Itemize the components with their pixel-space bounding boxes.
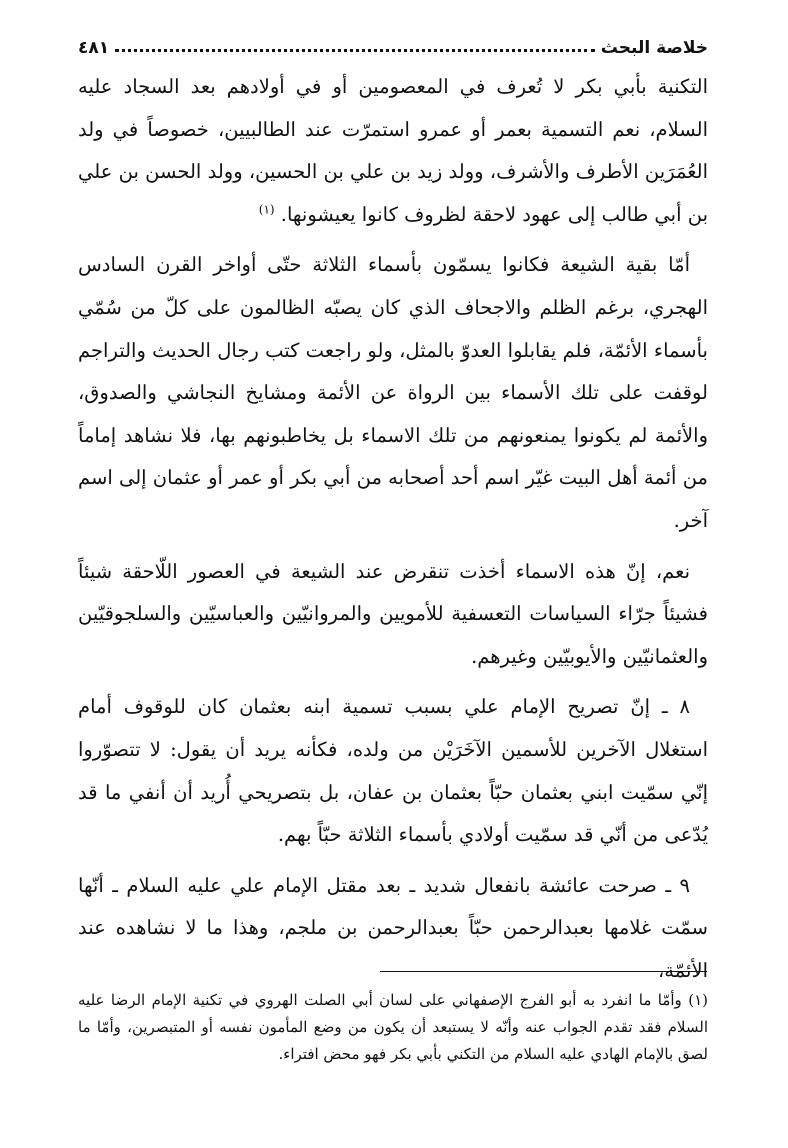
- running-header: [78, 24, 708, 58]
- dotted-leader: [115, 49, 595, 52]
- paragraph-1-text: التكنية بأبي بكر لا تُعرف في المعصومين أو في أولادهم بعد السجاد عليه السلام، نعم التسمية بعمر أو عمرو استمرّت عند الطالبيين، خصوصاً في ولد العُمَرَين الأطرف والأشرف، وولد زيد بن علي بن الحسين، وولد الحسن بن علي بن أبي طالب إلى عهود لاحقة لظروف كانوا يعيشونها.: [78, 75, 708, 226]
- paragraph-2: أمّا بقية الشيعة فكانوا يسمّون بأسماء الثلاثة حتّى أواخر القرن السادس الهجري، برغم الظلم والاجحاف الذي كان يصبّه الظالمون على كلّ من سُمّي بأسماء الأئمّة، فلم يقابلوا العدوّ بالمثل، ولو راجعت كتب رجال الحديث والتراجم لوقفت على تلك الأسماء بين الرواة عن الأئمة ومشايخ النجاشي والصدوق، والأئمة لم يكونوا يمنعونهم من تلك الاسماء بل يخاطبونهم بها، فلا نشاهد إماماً من أئمة أهل البيت غيّر اسم أحد أصحابه من أبي بكر أو عمر أو عثمان إلى اسم آخر.: [78, 253, 708, 532]
- footnote-separator: [380, 971, 707, 972]
- chapter-title: خلاصة البحث: [600, 38, 708, 58]
- paragraph-1: [78, 66, 708, 236]
- paragraph-3: نعم، إنّ هذه الاسماء أخذت تنقرض عند الشيعة في العصور اللّاحقة شيئاً فشيئاً جرّاء السياسات التعسفية للأمويين والمروانيّين والعباسيّين والسلجوقيّين والعثمانيّين والأيوبيّين وغيرهم.: [78, 559, 708, 668]
- page-number: ٤٨١: [78, 38, 110, 58]
- paragraph-4: ٨ ـ إنّ تصريح الإمام علي بسبب تسمية ابنه بعثمان كان للوقوف أمام استغلال الآخرين للأسمين الآخَرَيْن من ولده، فكأنه يريد أن يقول: لا تتصوّروا إنّي سمّيت ابني بعثمان حبّاً بعثمان بن عفان، بل بتصريحي أُريد أن أنفي ما قد يُدّعى من أنّي قد سمّيت أولادي بأسماء الثلاثة حبّاً بهم.: [78, 695, 708, 847]
- footnote-marker: (١): [258, 202, 275, 217]
- main-text: [78, 66, 708, 1000]
- footnote: (١) وأمّا ما انفرد به أبو الفرج الإصفهاني على لسان أبي الصلت الهروي في تكنية الإمام الرضا عليه السلام فقد تقدم الجواب عنه وأنّه لا يستبعد أن يكون من وضع المأمون نفسه أو المتبصرين، وأمّا ما لصق بالإمام الهادي عليه السلام من التكني بأبي بكر فهو محض افتراء.: [78, 991, 708, 1063]
- paragraph-5: ٩ ـ صرحت عائشة بانفعال شديد ـ بعد مقتل الإمام علي عليه السلام ـ أنّها سمّت غلامها بعبدالرحمن حبّاً بعبدالرحمن بن ملجم، وهذا ما لا نشاهده عند الأئمّة،: [78, 873, 708, 982]
